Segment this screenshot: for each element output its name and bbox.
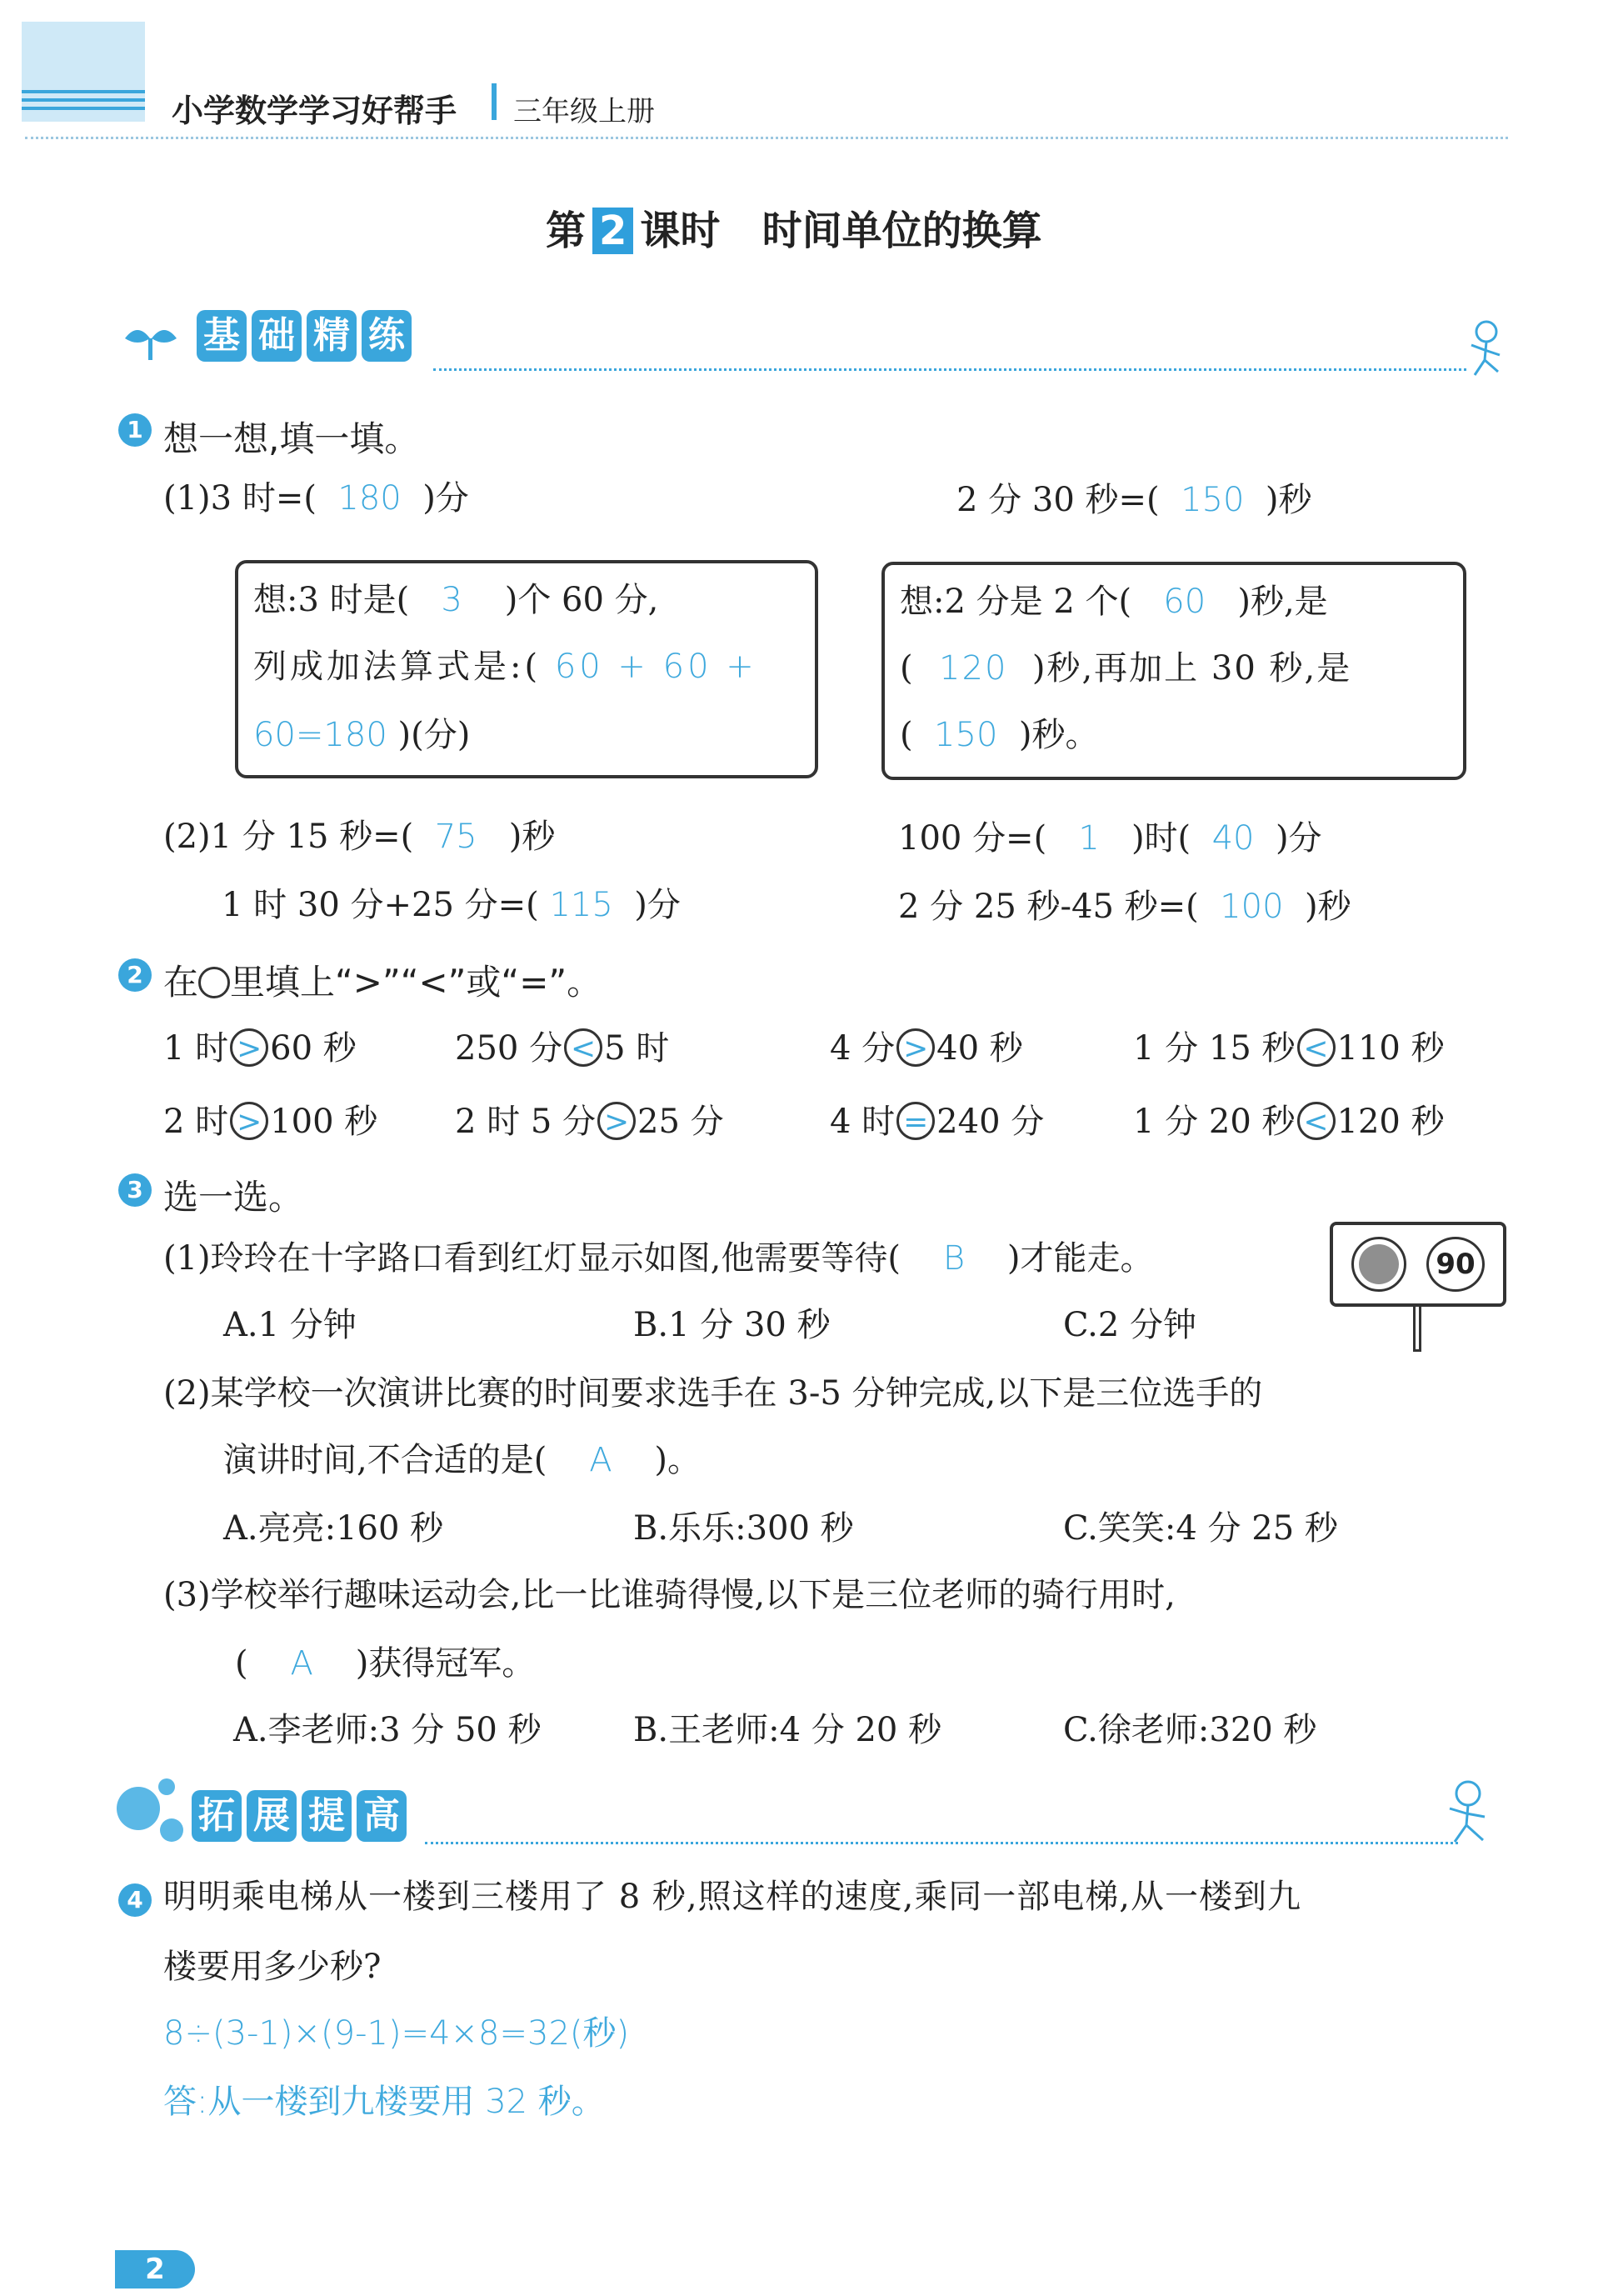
answer: 75	[434, 818, 477, 856]
answer: 120	[939, 649, 1008, 688]
comparison-item	[455, 1105, 724, 1140]
lesson-prefix: 第	[546, 208, 587, 254]
option-a: A.1 分钟	[223, 1306, 357, 1344]
option-c: C.2 分钟	[1063, 1306, 1197, 1344]
q4-work: 8÷(3-1)×(9-1)=4×8=32(秒)	[163, 2014, 630, 2053]
q3-s1-stem: (1)玲玲在十字路口看到红灯显示如图,他需要等待( B )才能走。	[163, 1239, 1154, 1278]
question-number: 1	[118, 413, 152, 447]
compare-left: 4 时	[830, 1103, 896, 1141]
banner-char: 练	[362, 310, 412, 362]
hint-left-line1: 想:3 时是( 3 )个 60 分,	[253, 581, 659, 619]
comparison-item	[455, 1029, 670, 1068]
question-title: 在 里填上“>”“<”或“=”。	[163, 962, 602, 1003]
banner-char: 精	[307, 310, 357, 362]
compare-symbol: <	[1297, 1028, 1336, 1067]
section-banner-extend	[192, 1790, 407, 1842]
q1-part2-a: (2)1 分 15 秒=( 75 )秒	[163, 818, 556, 856]
option-a: A.亮亮:160 秒	[223, 1509, 444, 1548]
question-number: 4	[118, 1883, 152, 1917]
answer: 1	[1078, 819, 1100, 858]
header-rule	[25, 137, 1508, 139]
circle-placeholder-icon	[198, 967, 230, 998]
running-kid-icon	[1456, 317, 1515, 383]
header-stripes	[22, 90, 145, 115]
countdown-display: 90	[1426, 1237, 1485, 1292]
comparison-item	[830, 1105, 1044, 1140]
compare-symbol: =	[896, 1102, 935, 1140]
light-frame	[1351, 1237, 1406, 1292]
answer: 150	[1181, 481, 1245, 519]
compare-right: 110 秒	[1336, 1029, 1445, 1068]
grade-label: 三年级上册	[513, 95, 655, 128]
q1-part1-left: (1)3 时=( 180 )分	[163, 479, 469, 518]
question-title: 选一选。	[163, 1177, 304, 1218]
compare-left: 2 时 5 分	[455, 1103, 597, 1141]
option-b: B.1 分 30 秒	[633, 1306, 831, 1344]
option-a: A.李老师:3 分 50 秒	[233, 1711, 542, 1749]
answer: 40	[1211, 819, 1255, 858]
answer: 100	[1220, 888, 1284, 926]
compare-symbol: >	[230, 1028, 268, 1067]
q1-part2-c: 1 时 30 分+25 分=( 115 )分	[222, 886, 681, 924]
red-light	[1359, 1244, 1399, 1284]
compare-symbol: >	[597, 1102, 636, 1140]
q3-s2-line1: (2)某学校一次演讲比赛的时间要求选手在 3-5 分钟完成,以下是三位选手的	[163, 1374, 1263, 1413]
reading-kid-icon	[1433, 1775, 1508, 1850]
compare-right: 60 秒	[270, 1029, 357, 1068]
answer: 60	[1163, 583, 1206, 621]
comparison-item	[1133, 1029, 1445, 1068]
banner-char: 展	[247, 1790, 297, 1842]
answer: 180	[337, 479, 402, 518]
comparison-item	[830, 1029, 1023, 1068]
q1-part2-b: 100 分=( 1 )时( 40 )分	[898, 819, 1322, 858]
page-number: 2	[115, 2250, 195, 2288]
compare-symbol: <	[564, 1028, 602, 1067]
banner-char: 拓	[192, 1790, 242, 1842]
compare-right: 120 秒	[1336, 1103, 1445, 1141]
q3-s3-line1: (3)学校举行趣味运动会,比一比谁骑得慢,以下是三位老师的骑行用时,	[163, 1576, 1176, 1614]
hint-right-line2: ( 120 )秒,再加上 30 秒,是	[900, 649, 1352, 688]
question-title: 想一想,填一填。	[163, 418, 420, 459]
sprout-icon	[117, 313, 192, 363]
compare-right: 5 时	[604, 1029, 670, 1068]
hint-left-line3: 60=180 )(分)	[253, 716, 471, 754]
answer: 115	[549, 886, 613, 924]
option-b: B.乐乐:300 秒	[633, 1509, 854, 1548]
compare-left: 4 分	[830, 1029, 896, 1068]
section-rule	[425, 1842, 1458, 1844]
compare-left: 1 时	[163, 1029, 229, 1068]
traffic-light-icon	[1330, 1222, 1506, 1307]
traffic-light-pole	[1413, 1305, 1421, 1352]
section-rule	[433, 368, 1466, 371]
lesson-number: 2	[592, 208, 633, 254]
compare-left: 1 分 20 秒	[1133, 1103, 1296, 1141]
compare-right: 100 秒	[270, 1103, 378, 1141]
comparison-item	[1133, 1105, 1445, 1140]
compare-right: 40 秒	[936, 1029, 1023, 1068]
compare-left: 1 分 15 秒	[1133, 1029, 1296, 1068]
section-banner-basic	[197, 310, 412, 362]
comparison-item	[163, 1029, 357, 1068]
question-number: 2	[118, 958, 152, 992]
q3-s2-line2: 演讲时间,不合适的是( A )。	[223, 1441, 702, 1479]
lesson-title	[546, 198, 1042, 256]
banner-char: 提	[302, 1790, 352, 1842]
option-c: C.笑笑:4 分 25 秒	[1063, 1509, 1338, 1548]
banner-char: 础	[252, 310, 302, 362]
answer: A	[290, 1644, 313, 1683]
q4-line1: 明明乘电梯从一楼到三楼用了 8 秒,照这样的速度,乘同一部电梯,从一楼到九	[163, 1878, 1302, 1916]
q3-s3-line2: ( A )获得冠军。	[235, 1644, 536, 1683]
compare-symbol: >	[230, 1102, 268, 1140]
option-b: B.王老师:4 分 20 秒	[633, 1711, 942, 1749]
option-c: C.徐老师:320 秒	[1063, 1711, 1317, 1749]
bubbles-icon	[113, 1770, 188, 1845]
answer: 60 + 60 +	[554, 648, 757, 686]
compare-symbol: <	[1297, 1102, 1336, 1140]
banner-char: 高	[357, 1790, 407, 1842]
q1-part1-right: 2 分 30 秒=( 150 )秒	[956, 481, 1312, 519]
answer: 3	[441, 581, 462, 619]
header-divider	[492, 83, 497, 120]
lesson-name: 时间单位的换算	[762, 208, 1042, 254]
banner-char: 基	[197, 310, 247, 362]
compare-right: 240 分	[936, 1103, 1045, 1141]
hint-right-line3: ( 150 )秒。	[900, 716, 1099, 754]
q4-answer: 答:从一楼到九楼要用 32 秒。	[163, 2083, 605, 2121]
q1-part2-d: 2 分 25 秒-45 秒=( 100 )秒	[898, 888, 1351, 926]
answer: A	[589, 1441, 612, 1479]
question-number: 3	[118, 1173, 152, 1207]
book-title: 小学数学学习好帮手	[172, 93, 457, 129]
answer: B	[942, 1239, 966, 1278]
compare-symbol: >	[896, 1028, 935, 1067]
compare-left: 2 时	[163, 1103, 229, 1141]
answer: 150	[934, 716, 998, 754]
lesson-suffix: 课时	[640, 208, 721, 254]
q4-line2: 楼要用多少秒?	[163, 1948, 382, 1986]
answer: 60=180	[253, 716, 387, 754]
comparison-item	[163, 1105, 377, 1140]
compare-right: 25 分	[637, 1103, 724, 1141]
compare-left: 250 分	[455, 1029, 563, 1068]
hint-left-line2: 列成加法算式是:( 60 + 60 +	[253, 648, 757, 686]
hint-right-line1: 想:2 分是 2 个( 60 )秒,是	[900, 583, 1328, 621]
